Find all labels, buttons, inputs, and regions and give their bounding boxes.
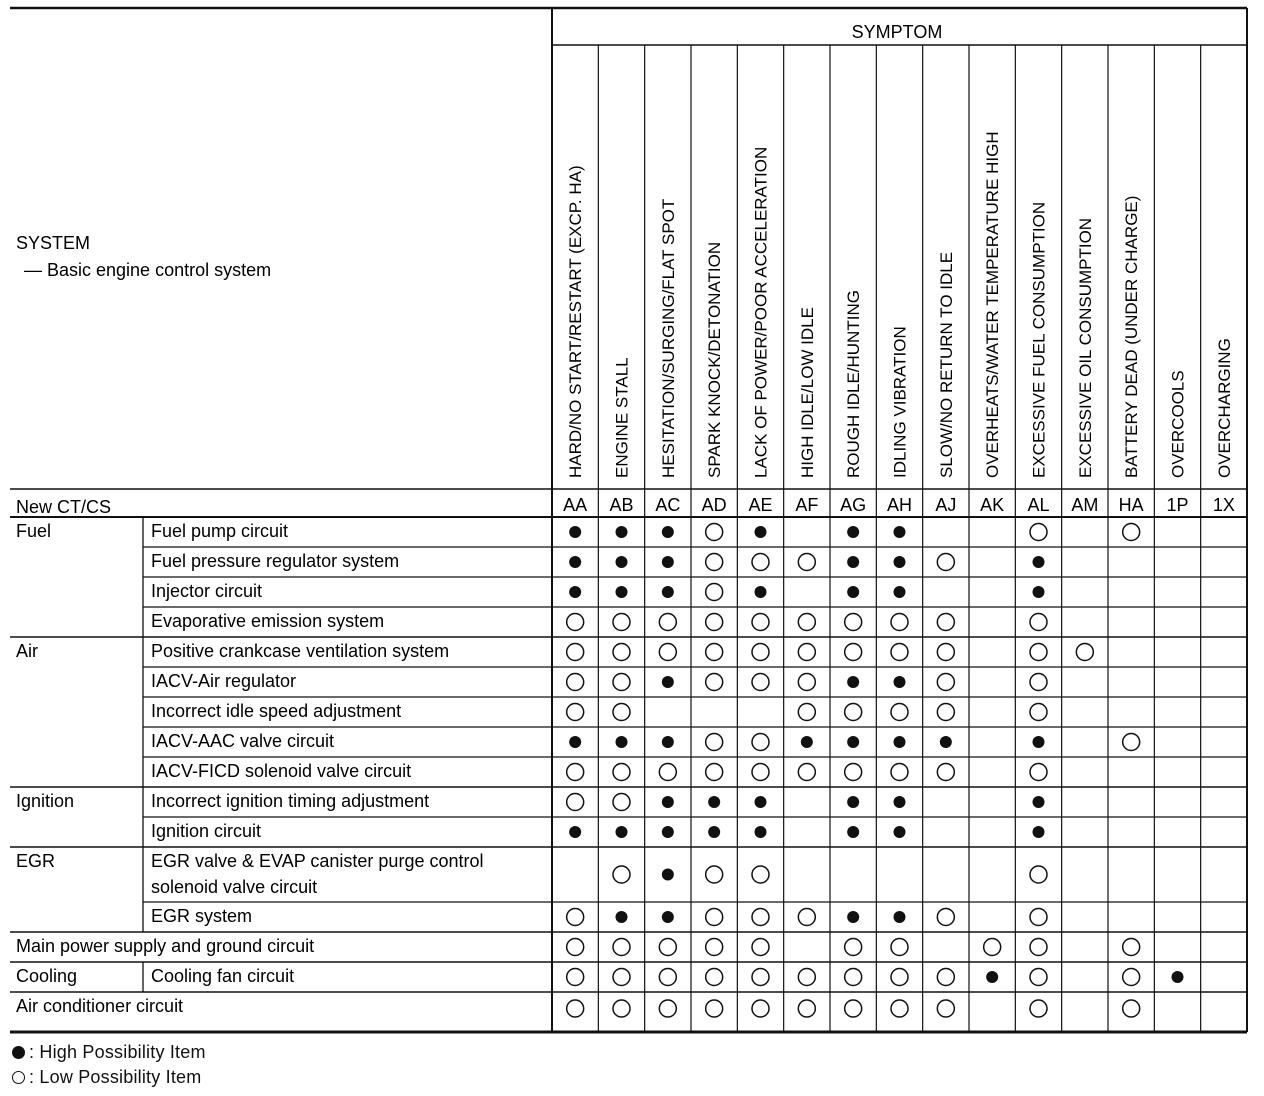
symptom-code: AD [701,495,727,515]
low-possibility-mark [659,614,676,631]
symptom-name: HARD/NO START/RESTART (EXCP. HA) [566,165,586,478]
low-possibility-mark [1123,734,1140,751]
low-possibility-mark [659,764,676,781]
high-possibility-mark [662,556,674,568]
symptom-name: BATTERY DEAD (UNDER CHARGE) [1122,195,1142,478]
high-possibility-mark [847,676,859,688]
low-possibility-mark [845,1000,862,1017]
high-possibility-mark [940,736,952,748]
high-possibility-mark [569,736,581,748]
low-possibility-mark [798,614,815,631]
low-possibility-mark [706,614,723,631]
low-possibility-mark [706,644,723,661]
system-subheader: — Basic engine control system [24,260,272,280]
high-possibility-mark [847,556,859,568]
low-possibility-mark [567,969,584,986]
low-possibility-mark [937,554,954,571]
low-possibility-mark [752,764,769,781]
high-possibility-mark [662,911,674,923]
low-possibility-mark [891,644,908,661]
row-group-label: Air conditioner circuit [16,996,184,1016]
symptom-name: ROUGH IDLE/HUNTING [844,290,864,478]
high-possibility-mark [1033,796,1045,808]
low-possibility-mark [706,524,723,541]
high-possibility-mark [616,826,628,838]
low-possibility-mark [1030,764,1047,781]
low-possibility-mark [613,674,630,691]
low-possibility-mark [567,644,584,661]
low-possibility-mark [1030,939,1047,956]
low-possibility-mark [752,614,769,631]
low-possibility-mark [984,939,1001,956]
symptom-name: HIGH IDLE/LOW IDLE [797,307,817,478]
low-possibility-mark [567,939,584,956]
low-possibility-mark [706,734,723,751]
high-possibility-mark [847,736,859,748]
symptom-code: AG [840,495,867,515]
row-group-label: EGR [16,851,56,871]
row-item-label-line: EGR valve & EVAP canister purge control [151,851,484,871]
symptom-code: AE [748,495,773,515]
low-possibility-mark [706,909,723,926]
symptom-code: AL [1027,495,1050,515]
low-possibility-mark [845,939,862,956]
row-item-label: IACV-Air regulator [151,671,297,691]
high-possibility-mark [847,586,859,598]
high-possibility-mark [755,826,767,838]
high-possibility-mark [755,796,767,808]
high-possibility-mark [569,826,581,838]
low-possibility-mark [798,969,815,986]
high-possibility-mark [616,556,628,568]
low-possibility-mark [891,704,908,721]
symptom-name: OVERCOOLS [1168,370,1188,478]
low-possibility-mark [567,764,584,781]
high-possibility-mark [986,971,998,983]
symptom-code: AA [563,495,588,515]
low-possibility-mark [706,764,723,781]
row-item-label: IACV-AAC valve circuit [151,731,335,751]
low-possibility-mark [706,969,723,986]
low-possibility-mark [798,764,815,781]
high-possibility-mark [847,911,859,923]
high-possibility-mark [894,586,906,598]
low-possibility-mark [567,614,584,631]
legend-low [12,1067,201,1088]
high-possibility-mark [1033,826,1045,838]
low-possibility-mark [845,644,862,661]
symptom-name: EXCESSIVE OIL CONSUMPTION [1075,217,1095,478]
high-possibility-mark [801,736,813,748]
row-item-label: Positive crankcase ventilation system [151,641,450,661]
high-possibility-mark [569,556,581,568]
high-possibility-mark [755,526,767,538]
low-possibility-mark [567,674,584,691]
low-possibility-mark [845,614,862,631]
high-possibility-mark [662,796,674,808]
symptom-name: SLOW/NO RETURN TO IDLE [936,251,956,478]
legend-high [12,1042,206,1063]
high-possibility-mark [616,526,628,538]
high-possibility-mark [1033,586,1045,598]
low-possibility-mark [752,554,769,571]
symptom-code: AJ [935,495,957,515]
high-possibility-icon [12,1046,25,1059]
system-rows [16,521,484,1016]
high-possibility-mark [616,586,628,598]
low-possibility-mark [891,1000,908,1017]
low-possibility-mark [937,704,954,721]
row-item-label: EGR system [151,906,253,926]
low-possibility-mark [567,1000,584,1017]
possibility-marks [567,524,1184,1018]
symptom-code: AC [655,495,681,515]
low-possibility-mark [706,584,723,601]
low-possibility-mark [752,909,769,926]
symptom-code: AH [886,495,913,515]
row-item-label: IACV-FICD solenoid valve circuit [151,761,412,781]
low-possibility-mark [613,614,630,631]
high-possibility-mark [662,526,674,538]
low-possibility-mark [937,644,954,661]
legend-high-text: : High Possibility Item [29,1042,206,1062]
low-possibility-mark [1123,1000,1140,1017]
low-possibility-mark [1030,866,1047,883]
low-possibility-mark [659,969,676,986]
low-possibility-mark [1030,969,1047,986]
low-possibility-mark [798,554,815,571]
high-possibility-mark [894,911,906,923]
symptom-name: OVERCHARGING [1214,338,1234,478]
low-possibility-mark [613,764,630,781]
low-possibility-mark [798,674,815,691]
high-possibility-mark [847,526,859,538]
high-possibility-mark [894,796,906,808]
low-possibility-mark [752,969,769,986]
row-item-label: Ignition circuit [151,821,262,841]
low-possibility-mark [752,866,769,883]
symptom-code: AB [609,495,634,515]
symptom-name: ENGINE STALL [612,357,632,478]
low-possibility-mark [613,866,630,883]
low-possibility-mark [613,939,630,956]
low-possibility-mark [567,909,584,926]
symptom-name: LACK OF POWER/POOR ACCELERATION [751,146,771,478]
low-possibility-mark [1030,704,1047,721]
system-header: SYSTEM [16,233,91,253]
symptom-code-row [563,495,1235,515]
symptom-name: EXCESSIVE FUEL CONSUMPTION [1029,201,1049,478]
low-possibility-icon [12,1071,25,1084]
low-possibility-mark [891,939,908,956]
high-possibility-mark [708,796,720,808]
low-possibility-mark [752,734,769,751]
symptom-column-headers [566,131,1234,478]
row-group-label: Fuel [16,521,52,541]
low-possibility-mark [613,704,630,721]
code-row-label: New CT/CS [16,497,112,517]
low-possibility-mark [567,794,584,811]
symptom-name: OVERHEATS/WATER TEMPERATURE HIGH [983,131,1003,478]
low-possibility-mark [937,969,954,986]
symptom-code: AF [795,495,819,515]
low-possibility-mark [613,644,630,661]
row-item-label-line: solenoid valve circuit [151,877,318,897]
low-possibility-mark [706,939,723,956]
low-possibility-mark [706,1000,723,1017]
row-group-label: Ignition [16,791,75,811]
low-possibility-mark [659,644,676,661]
high-possibility-mark [1033,556,1045,568]
low-possibility-mark [798,704,815,721]
low-possibility-mark [891,969,908,986]
high-possibility-mark [1172,971,1184,983]
low-possibility-mark [752,1000,769,1017]
low-possibility-mark [659,1000,676,1017]
low-possibility-mark [1123,939,1140,956]
high-possibility-mark [662,869,674,881]
row-group-label: Main power supply and ground circuit [16,936,315,956]
high-possibility-mark [894,736,906,748]
high-possibility-mark [708,826,720,838]
high-possibility-mark [569,526,581,538]
low-possibility-mark [1076,644,1093,661]
low-possibility-mark [1030,909,1047,926]
low-possibility-mark [613,1000,630,1017]
low-possibility-mark [798,1000,815,1017]
symptom-code: HA [1118,495,1144,515]
row-item-label: Fuel pressure regulator system [151,551,400,571]
low-possibility-mark [752,674,769,691]
high-possibility-mark [847,796,859,808]
high-possibility-mark [755,586,767,598]
high-possibility-mark [894,556,906,568]
high-possibility-mark [662,736,674,748]
high-possibility-mark [616,736,628,748]
low-possibility-mark [752,644,769,661]
symptom-code: AK [980,495,1005,515]
low-possibility-mark [937,614,954,631]
low-possibility-mark [752,939,769,956]
high-possibility-mark [569,586,581,598]
low-possibility-mark [845,969,862,986]
symptom-name: IDLING VIBRATION [890,326,910,478]
low-possibility-mark [613,969,630,986]
low-possibility-mark [1030,614,1047,631]
row-group-label: Cooling [16,966,78,986]
low-possibility-mark [937,909,954,926]
low-possibility-mark [891,614,908,631]
low-possibility-mark [1123,524,1140,541]
low-possibility-mark [937,1000,954,1017]
symptom-code: 1P [1166,495,1189,515]
low-possibility-mark [937,764,954,781]
high-possibility-mark [894,526,906,538]
row-group-label: Air [16,641,38,661]
high-possibility-mark [662,586,674,598]
row-item-label: Incorrect idle speed adjustment [151,701,402,721]
high-possibility-mark [894,826,906,838]
low-possibility-mark [798,644,815,661]
low-possibility-mark [1030,1000,1047,1017]
low-possibility-mark [798,909,815,926]
high-possibility-mark [847,826,859,838]
low-possibility-mark [891,764,908,781]
low-possibility-mark [613,794,630,811]
high-possibility-mark [662,826,674,838]
low-possibility-mark [1030,674,1047,691]
low-possibility-mark [659,939,676,956]
low-possibility-mark [706,866,723,883]
high-possibility-mark [1033,736,1045,748]
low-possibility-mark [706,554,723,571]
low-possibility-mark [706,674,723,691]
high-possibility-mark [662,676,674,688]
low-possibility-mark [1030,644,1047,661]
symptom-code: AM [1071,495,1099,515]
row-item-label: Incorrect ignition timing adjustment [151,791,430,811]
symptom-code: 1X [1212,495,1235,515]
high-possibility-mark [894,676,906,688]
high-possibility-mark [616,911,628,923]
row-item-label: Cooling fan circuit [151,966,295,986]
row-item-label: Evaporative emission system [151,611,385,631]
low-possibility-mark [845,704,862,721]
low-possibility-mark [845,764,862,781]
row-item-label: Fuel pump circuit [151,521,289,541]
low-possibility-mark [1123,969,1140,986]
symptom-name: SPARK KNOCK/DETONATION [705,241,725,478]
row-item-label: Injector circuit [151,581,263,601]
legend-low-text: : Low Possibility Item [29,1067,202,1087]
low-possibility-mark [1030,524,1047,541]
symptom-header: SYMPTOM [851,22,943,42]
symptom-name: HESITATION/SURGING/FLAT SPOT [658,198,678,478]
low-possibility-mark [937,674,954,691]
low-possibility-mark [567,704,584,721]
